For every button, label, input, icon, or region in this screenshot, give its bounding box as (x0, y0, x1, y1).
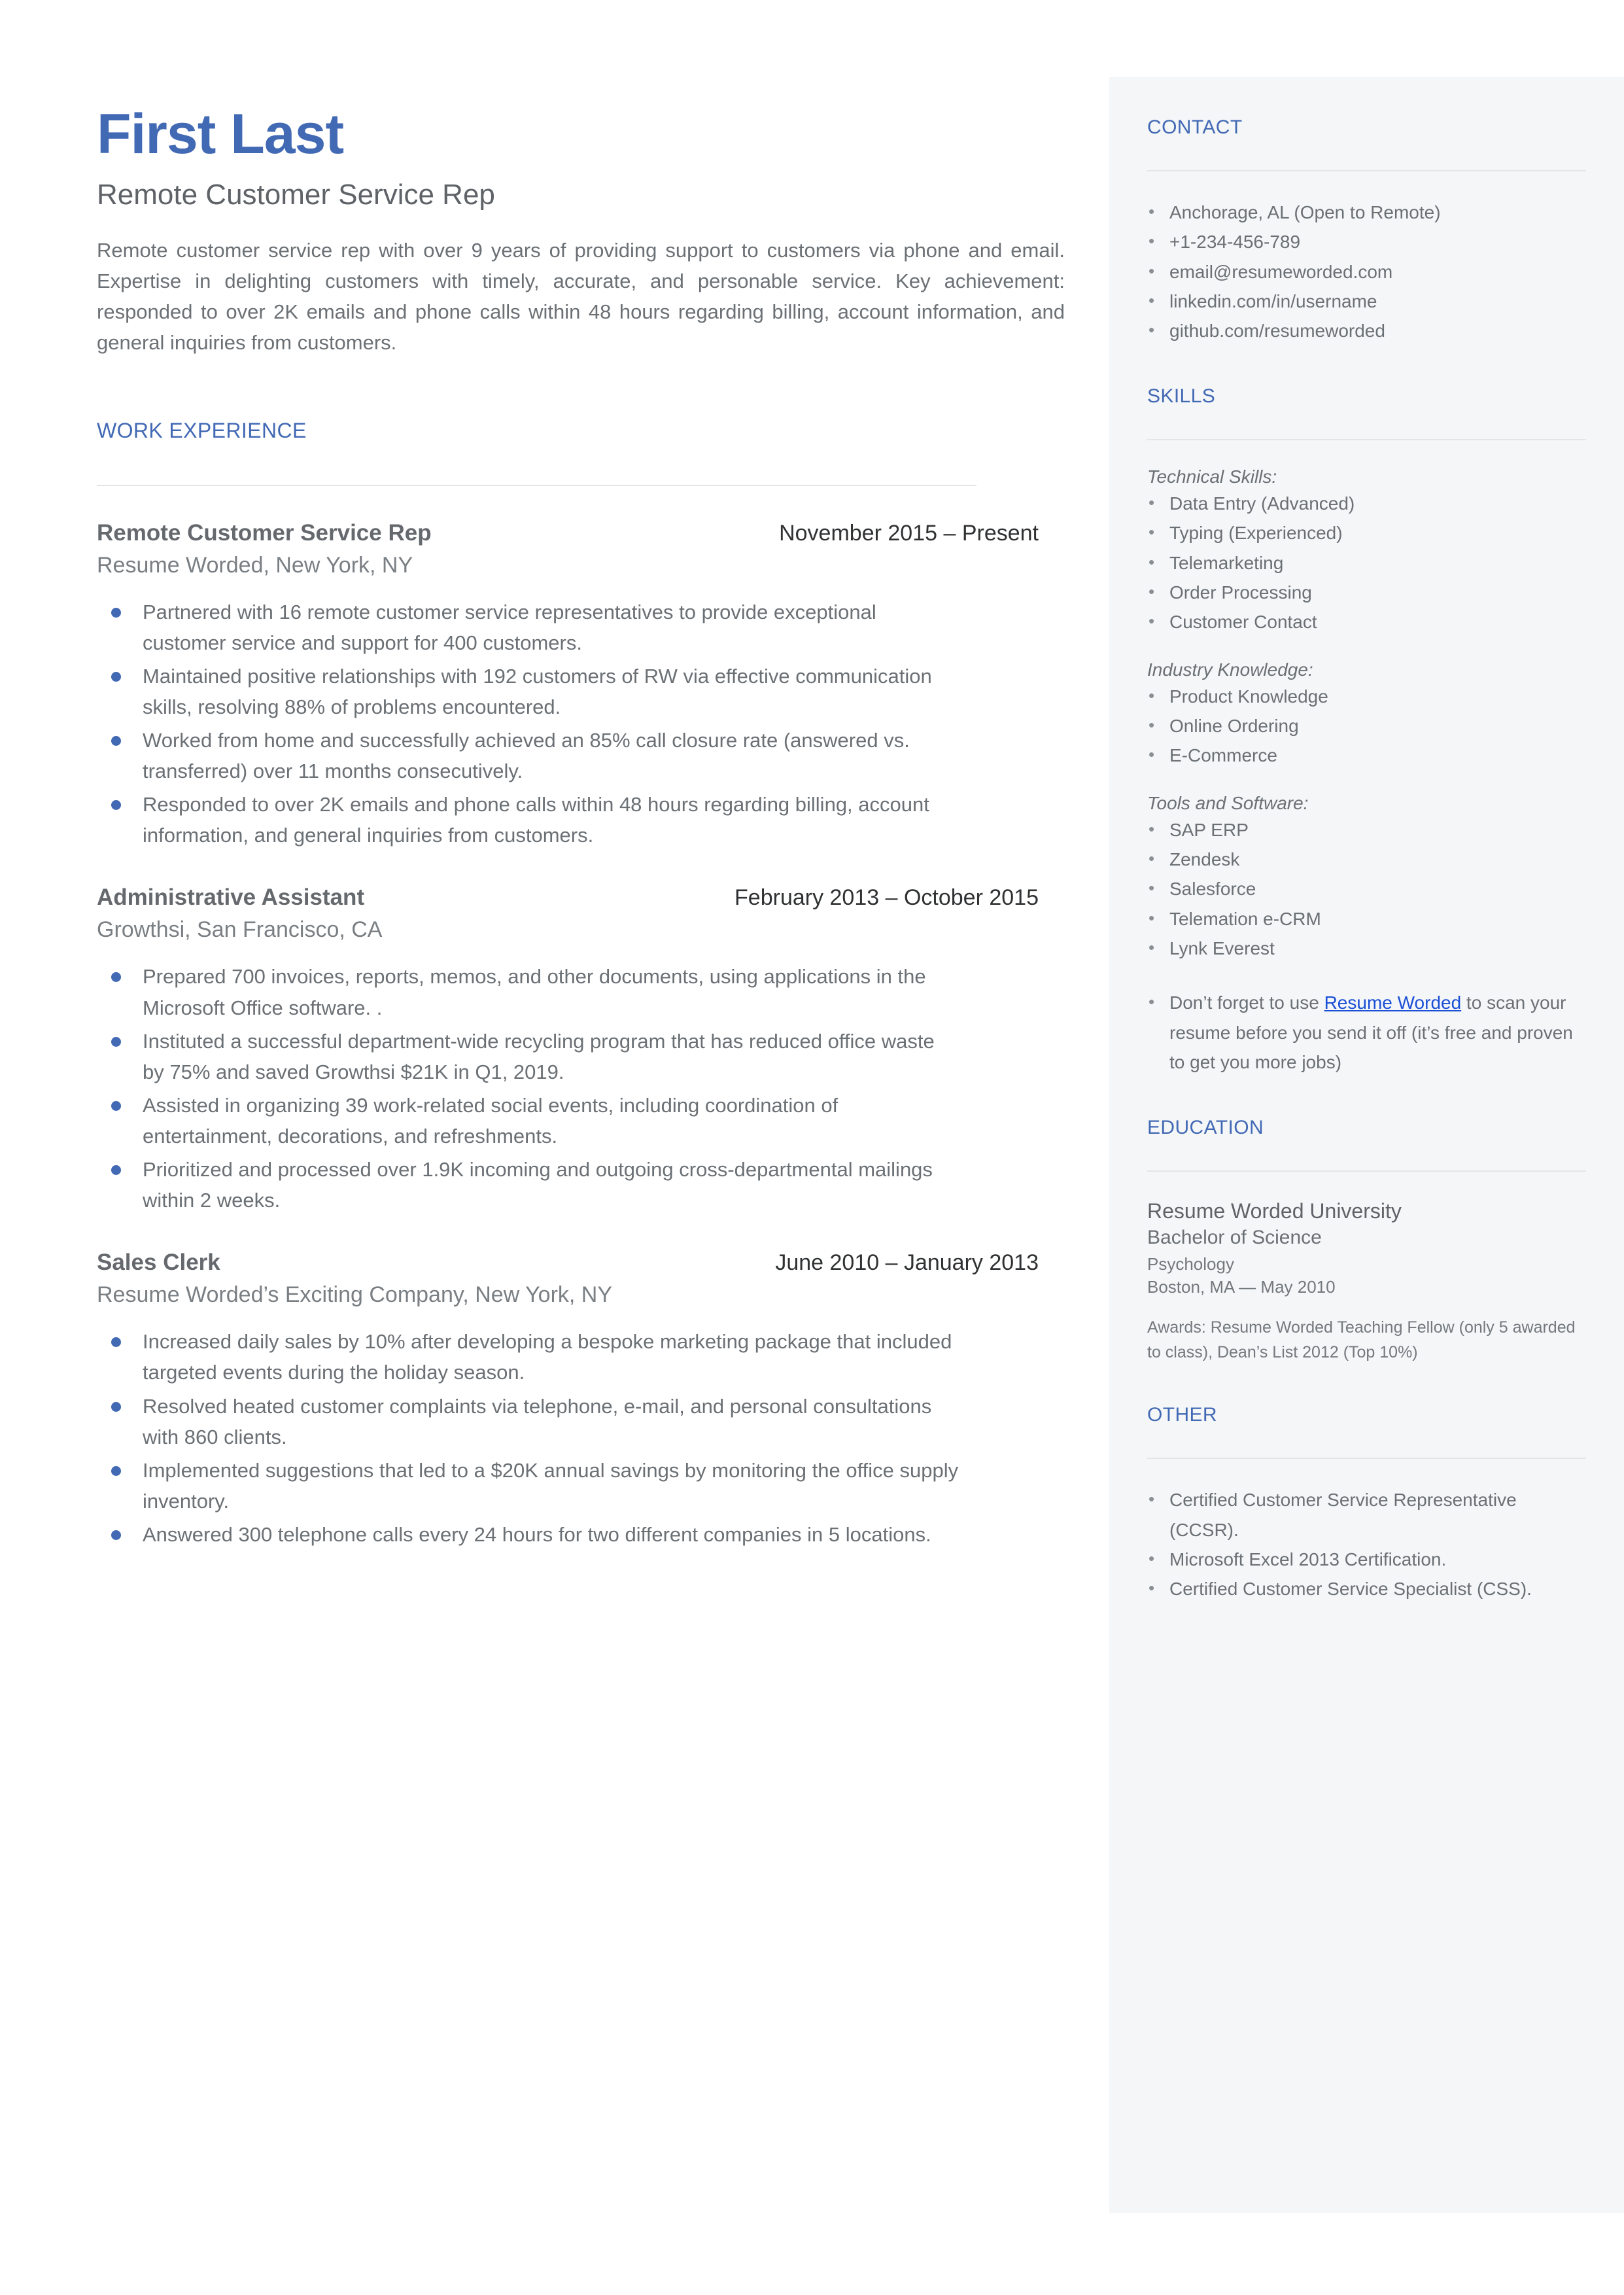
skill-list (1147, 489, 1586, 637)
job-title: Remote Customer Service Rep (97, 519, 432, 546)
skill-group-label: Tools and Software: (1147, 792, 1309, 813)
sidebar-section-skills (1147, 385, 1586, 1077)
list-item: • email@resumeworded.com (1147, 257, 1586, 287)
skill-group-label: Industry Knowledge: (1147, 659, 1313, 680)
job-entry (97, 520, 1078, 851)
list-item: Worked from home and successfully achieved an 85% call closure rate (answered vs. transferred) over 11 months consecutively. (97, 725, 960, 786)
job-headline: Remote Customer Service Rep (97, 179, 495, 211)
list-item: Responded to over 2K emails and phone calls within 48 hours regarding billing, account information, and general inquiries from customers. (97, 789, 960, 850)
list-item: Implemented suggestions that led to a $20K annual savings by monitoring the office supply inventory. (97, 1455, 960, 1516)
list-item: Prioritized and processed over 1.9K incoming and outgoing cross-departmental mailings within 2 weeks. (97, 1154, 960, 1216)
list-item: • linkedin.com/in/username (1147, 287, 1586, 316)
list-item: • Certified Customer Service Specialist (CSS). (1147, 1574, 1586, 1603)
list-item: • SAP ERP (1147, 815, 1586, 845)
job-dates: June 2010 – January 2013 (775, 1250, 1039, 1276)
list-item: • Salesforce (1147, 874, 1586, 903)
list-item: • github.com/resumeworded (1147, 316, 1586, 345)
other-divider (1147, 1458, 1586, 1459)
job-header-row (97, 1250, 1039, 1276)
list-item: Resolved heated customer complaints via telephone, e-mail, and personal consultations with 860 clients. (97, 1391, 960, 1452)
contact-heading: CONTACT (1147, 116, 1243, 138)
job-title: Sales Clerk (97, 1250, 220, 1276)
main-column (97, 105, 1078, 1552)
sidebar-section-education (1147, 1117, 1586, 1365)
list-item: • Zendesk (1147, 845, 1586, 874)
job-company: Resume Worded, New York, NY (97, 552, 413, 578)
education-location-date: Boston, MA — May 2010 (1147, 1277, 1336, 1297)
education-field: Psychology (1147, 1254, 1234, 1274)
job-bullet-list (97, 597, 1078, 851)
education-heading: EDUCATION (1147, 1116, 1264, 1138)
job-bullet-list (97, 1326, 1078, 1550)
list-item: Instituted a successful department-wide recycling program that has reduced office waste by 75% and saved Growthsi $21K in Q1, 2019. (97, 1026, 960, 1087)
page-title: First Last (97, 103, 344, 166)
list-item: Partnered with 16 remote customer service representatives to provide exceptional customer service and support for 400 customers. (97, 597, 960, 658)
list-item: • Customer Contact (1147, 607, 1586, 637)
job-entry (97, 1250, 1078, 1550)
list-item: • Online Ordering (1147, 711, 1586, 741)
education-school: Resume Worded University (1147, 1199, 1402, 1223)
sidebar-section-contact (1147, 116, 1586, 346)
list-item: • E-Commerce (1147, 741, 1586, 770)
skill-list (1147, 815, 1586, 964)
job-dates: February 2013 – October 2015 (734, 885, 1039, 911)
skills-divider (1147, 439, 1586, 440)
professional-summary: Remote customer service rep with over 9 years of providing support to customers via phone and email. Expertise in delighting customers with timely, accurate, and personable service. Key achievement: responded to over 2K emails and phone calls within 48 hours regarding billing, account information, and general inquiries from customers. (97, 239, 1065, 355)
contact-list (1147, 198, 1586, 346)
sidebar (1109, 77, 1624, 2213)
list-item: • Order Processing (1147, 578, 1586, 607)
list-item: • Product Knowledge (1147, 682, 1586, 711)
job-header-row (97, 885, 1039, 911)
list-item: • Telemarketing (1147, 548, 1586, 578)
skill-group-label: Technical Skills: (1147, 466, 1277, 487)
job-title: Administrative Assistant (97, 885, 365, 911)
list-item: • Certified Customer Service Representative (CCSR). (1147, 1485, 1586, 1545)
job-company: Resume Worded’s Exciting Company, New York, NY (97, 1282, 613, 1308)
job-header-row (97, 520, 1039, 546)
education-degree: Bachelor of Science (1147, 1227, 1322, 1249)
sidebar-section-other (1147, 1404, 1586, 1603)
work-experience-heading: WORK EXPERIENCE (97, 418, 307, 442)
list-item: • Telemation e-CRM (1147, 904, 1586, 934)
promo-text-after: to scan your resume before you send it off (it’s free and proven to get you more jobs) (1169, 992, 1573, 1073)
skill-group-industry (1147, 659, 1586, 771)
list-item: Increased daily sales by 10% after developing a bespoke marketing package that included targeted events during the holiday season. (97, 1326, 960, 1388)
job-entry (97, 885, 1078, 1216)
skill-group-technical (1147, 466, 1586, 637)
other-list (1147, 1485, 1586, 1603)
resume-worded-promo (1147, 988, 1586, 1077)
job-company: Growthsi, San Francisco, CA (97, 917, 383, 943)
list-item: • Typing (Experienced) (1147, 518, 1586, 548)
list-item: • Data Entry (Advanced) (1147, 489, 1586, 518)
list-item: Prepared 700 invoices, reports, memos, and other documents, using applications in the Microsoft Office software. . (97, 961, 960, 1023)
list-item: • Lynk Everest (1147, 934, 1586, 963)
resume-worded-link[interactable]: Resume Worded (1324, 992, 1462, 1013)
skill-list (1147, 682, 1586, 771)
list-item: • Anchorage, AL (Open to Remote) (1147, 198, 1586, 227)
skill-group-tools (1147, 793, 1586, 964)
job-dates: November 2015 – Present (779, 520, 1039, 546)
contact-divider (1147, 170, 1586, 171)
list-item: Answered 300 telephone calls every 24 hours for two different companies in 5 locations. (97, 1519, 960, 1550)
list-item: Maintained positive relationships with 192 customers of RW via effective communication skills, resolving 88% of problems encountered. (97, 661, 960, 722)
education-divider (1147, 1170, 1586, 1172)
education-awards: Awards: Resume Worded Teaching Fellow (only 5 awarded to class), Dean’s List 2012 (Top 10%) (1147, 1318, 1576, 1361)
work-experience-divider (97, 485, 976, 486)
list-item: Assisted in organizing 39 work-related social events, including coordination of entertainment, decorations, and refreshments. (97, 1090, 960, 1151)
promo-text-before: Don’t forget to use (1169, 992, 1324, 1013)
skills-heading: SKILLS (1147, 385, 1216, 407)
list-item: • Microsoft Excel 2013 Certification. (1147, 1545, 1586, 1574)
other-heading: OTHER (1147, 1404, 1217, 1426)
list-item: • +1-234-456-789 (1147, 227, 1586, 256)
job-bullet-list (97, 961, 1078, 1216)
